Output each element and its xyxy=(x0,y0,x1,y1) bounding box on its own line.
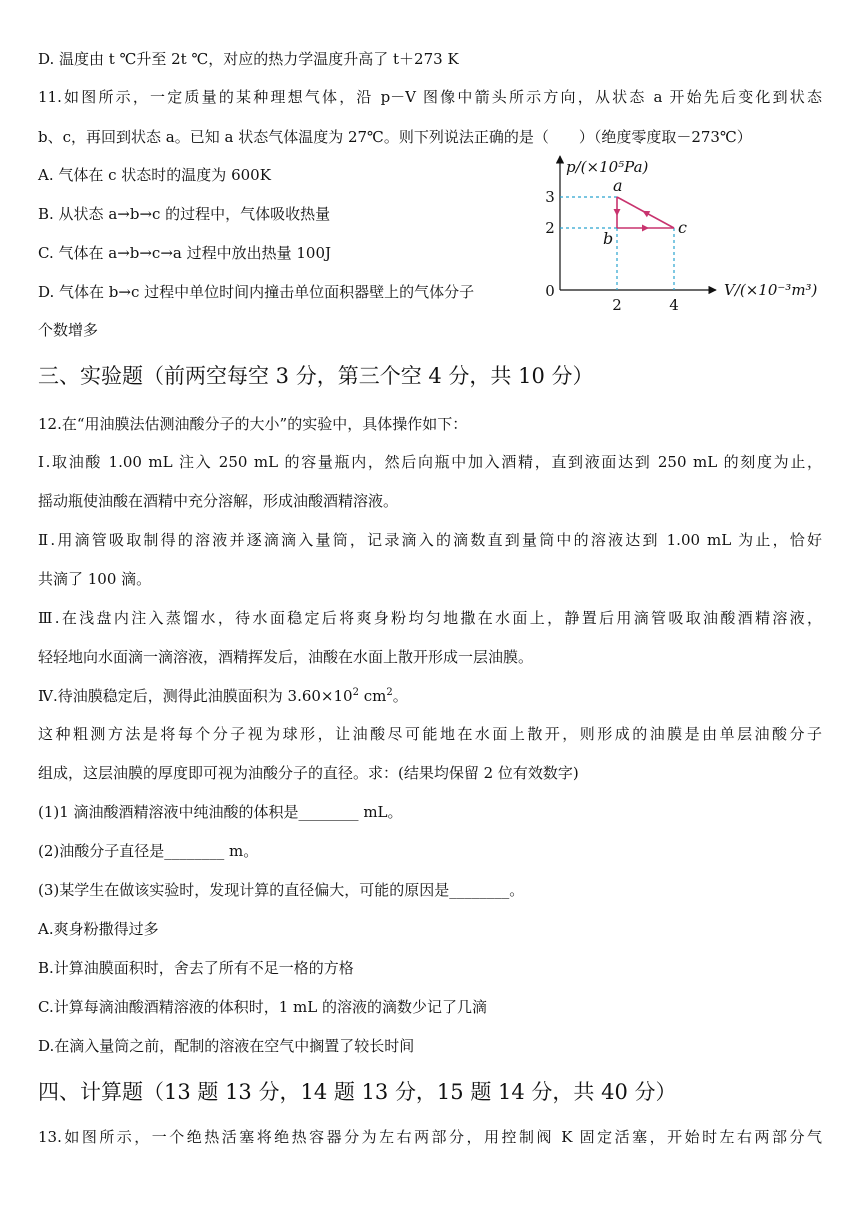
x-axis-label: V/(×10⁻³m³) xyxy=(724,281,818,299)
q12-step1-line2: 摇动瓶使油酸在酒精中充分溶解，形成油酸酒精溶液。 xyxy=(38,492,399,510)
q12-step4 xyxy=(38,686,822,706)
origin-label: 0 xyxy=(545,282,555,300)
q12-step4-end: 。 xyxy=(392,687,408,705)
state-a-label: a xyxy=(613,176,623,195)
q12-step2-line1: Ⅱ.用滴管吸取制得的溶液并逐滴滴入量筒，记录滴入的滴数直到量筒中的溶液达到 1.00 mL 为止，恰好 xyxy=(38,531,822,549)
state-b-label: b xyxy=(603,229,614,248)
y-axis-label: p/(×10⁵Pa) xyxy=(566,158,649,176)
q12-sub3: (3)某学生在做该实验时，发现计算的直径偏大，可能的原因是________。 xyxy=(38,881,525,899)
q11-stem-line1: 11.如图所示，一定质量的某种理想气体，沿 p－V 图像中箭头所示方向，从状态 a 开始先后变化到状态 xyxy=(38,88,822,106)
y-tick-label-2: 2 xyxy=(545,219,555,237)
q13-stem-line1: 13.如图所示，一个绝热活塞将绝热容器分为左右两部分，用控制阀 K 固定活塞，开始时左右两部分气 xyxy=(38,1128,822,1146)
state-c-label: c xyxy=(678,218,687,237)
q12-step4-prefix: Ⅳ.待油膜稳定后，测得此油膜面积为 3.60×10 xyxy=(38,687,353,705)
q11-option-a: A. 气体在 c 状态时的温度为 600K xyxy=(38,166,271,184)
section-3-heading: 三、实验题（前两空每空 3 分，第三个空 4 分，共 10 分） xyxy=(38,364,594,388)
q12-step4-unit: cm xyxy=(358,687,387,705)
q12-step3-line2: 轻轻地向水面滴一滴溶液，酒精挥发后，油酸在水面上散开形成一层油膜。 xyxy=(38,648,534,666)
q12-para-line2: 组成，这层油膜的厚度即可视为油酸分子的直径。求：(结果均保留 2 位有效数字) xyxy=(38,764,579,782)
q12-para-line1: 这种粗测方法是将每个分子视为球形，让油酸尽可能地在水面上散开，则形成的油膜是由单层油酸分子 xyxy=(38,725,822,743)
q11-option-c: C. 气体在 a→b→c→a 过程中放出热量 100J xyxy=(38,244,332,262)
segment-a-b-arrow xyxy=(614,209,621,216)
segment-b-c-arrow xyxy=(642,225,649,232)
q12-choice-a: A.爽身粉撒得过多 xyxy=(38,920,159,938)
x-tick-label-2: 2 xyxy=(612,296,622,314)
q12-sub1: (1)1 滴油酸酒精溶液中纯油酸的体积是________ mL。 xyxy=(38,803,403,821)
q11-stem-line2: b、c，再回到状态 a。已知 a 状态气体温度为 27℃。则下列说法正确的是（ ）（绝度零度取－273℃） xyxy=(38,128,752,146)
q11-option-b: B. 从状态 a→b→c 的过程中，气体吸收热量 xyxy=(38,205,331,223)
cycle-path xyxy=(614,197,675,232)
q12-sub2: (2)油酸分子直径是________ m。 xyxy=(38,842,259,860)
q11-option-d-line1: D. 气体在 b→c 过程中单位时间内撞击单位面积器壁上的气体分子 xyxy=(38,283,475,301)
q12-step4-unit-exponent: 2 xyxy=(386,687,393,698)
section-4-heading: 四、计算题（13 题 13 分，14 题 13 分，15 题 14 分，共 40 分） xyxy=(38,1080,677,1104)
pv-diagram xyxy=(516,150,846,318)
q10-option-d: D. 温度由 t ℃升至 2t ℃，对应的热力学温度升高了 t＋273 K xyxy=(38,50,459,68)
q12-step2-line2: 共滴了 100 滴。 xyxy=(38,570,152,588)
q11-option-d-line2: 个数增多 xyxy=(38,321,99,339)
x-tick-label-4: 4 xyxy=(669,296,679,314)
q12-step1-line1: Ⅰ.取油酸 1.00 mL 注入 250 mL 的容量瓶内，然后向瓶中加入酒精，直到液面达到 250 mL 的刻度为止， xyxy=(38,453,822,471)
y-tick-label-3: 3 xyxy=(545,188,555,206)
q12-choice-b: B.计算油膜面积时，舍去了所有不足一格的方格 xyxy=(38,959,354,977)
q12-step4-exponent: 2 xyxy=(352,687,359,698)
q12-choice-d: D.在滴入量筒之前，配制的溶液在空气中搁置了较长时间 xyxy=(38,1037,415,1055)
q12-intro: 12.在“用油膜法估测油酸分子的大小”的实验中，具体操作如下： xyxy=(38,415,468,433)
q12-choice-c: C.计算每滴油酸酒精溶液的体积时，1 mL 的溶液的滴数少记了几滴 xyxy=(38,998,487,1016)
q12-step3-line1: Ⅲ.在浅盘内注入蒸馏水，待水面稳定后将爽身粉均匀地撒在水面上，静置后用滴管吸取油酸酒精溶液， xyxy=(38,609,822,627)
